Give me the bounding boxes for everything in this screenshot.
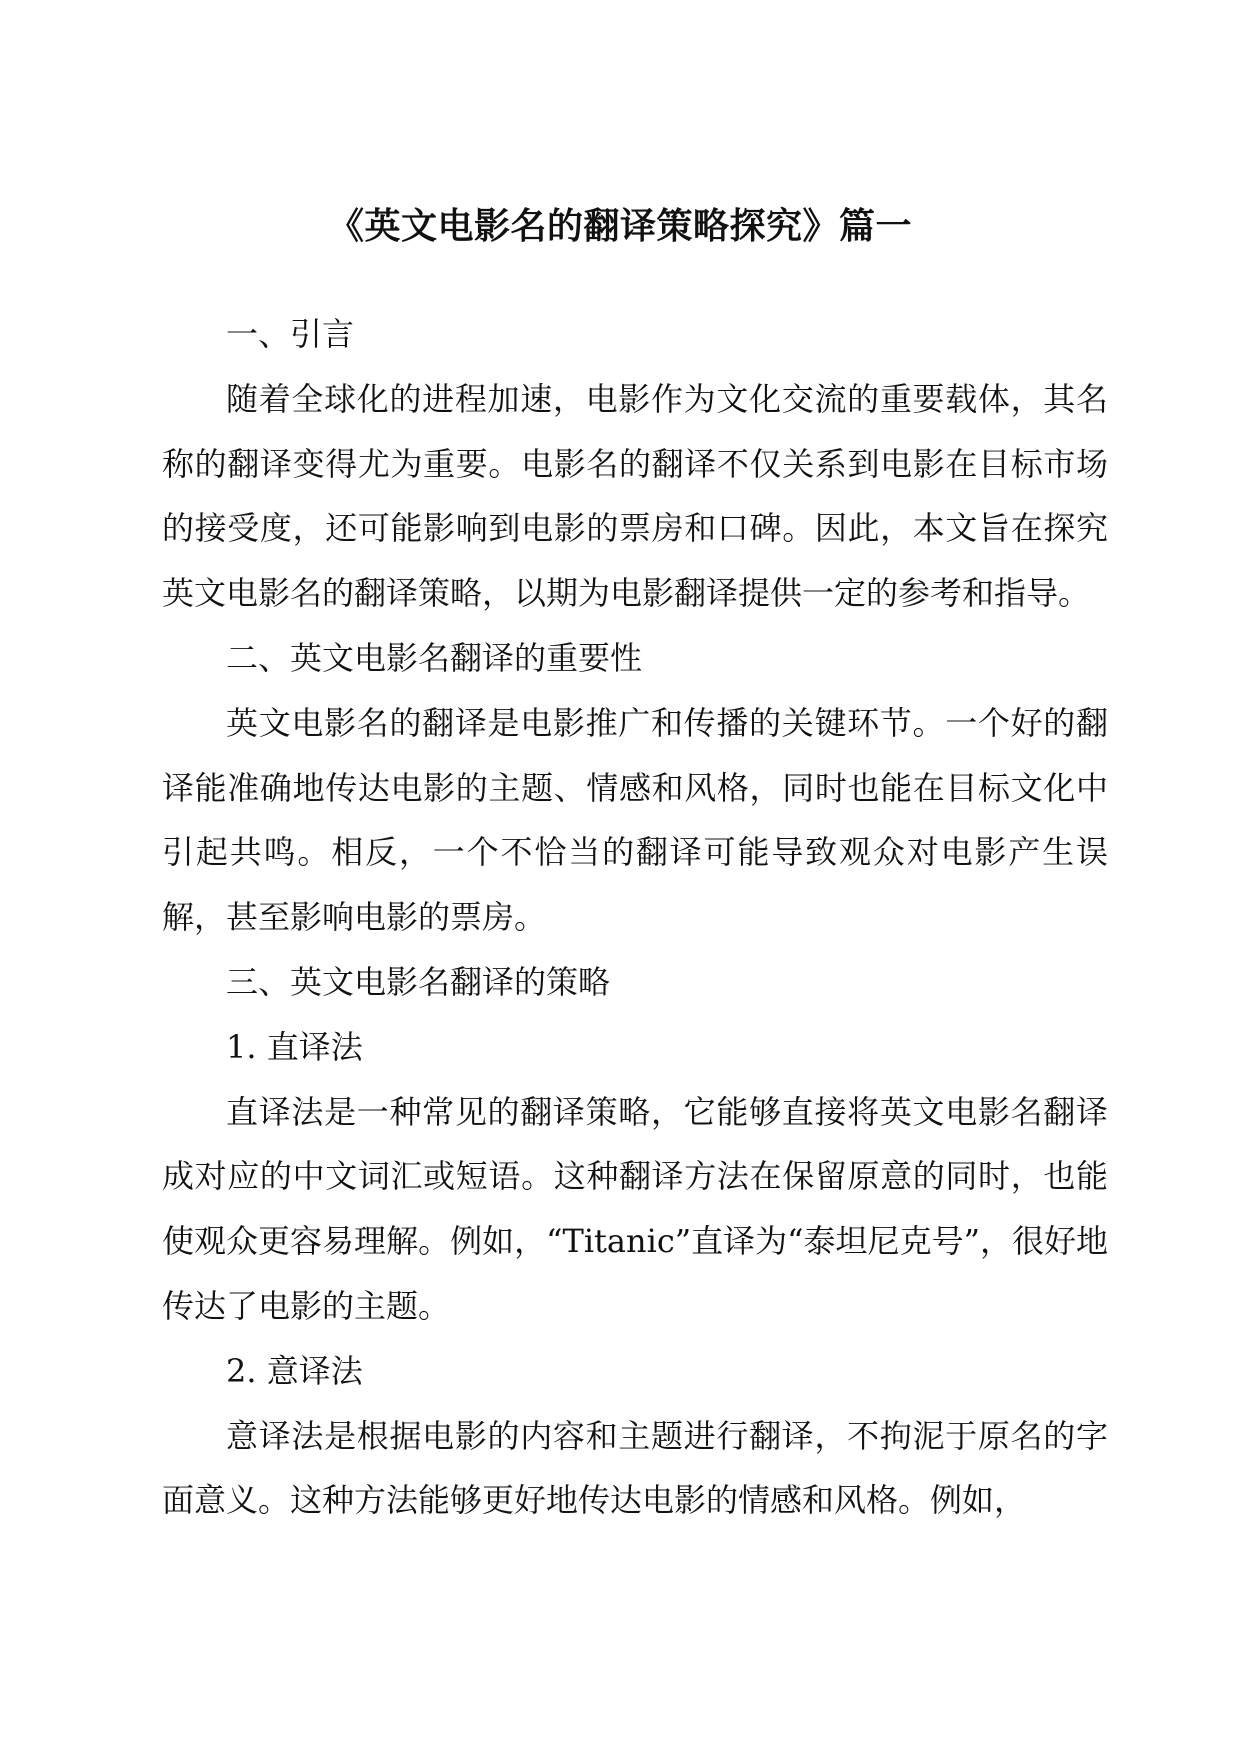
section-heading-strategies: 三、英文电影名翻译的策略 [226,962,611,1001]
section-heading-introduction: 一、引言 [226,315,355,353]
paragraph-literal-translation: 直译法是一种常见的翻译策略，它能够直接将英文电影名翻译成对应的中文词汇或短语。这种翻译方法在保留原意的同时，也能使观众更容易理解。例如，“Titanic”直译为“泰坦尼克号”，很好地传达了电影的主题。 [162,1092,1108,1325]
paragraph-introduction: 随着全球化的进程加速，电影作为文化交流的重要载体，其名称的翻译变得尤为重要。电影名的翻译不仅关系到电影在目标市场的接受度，还可能影响到电影的票房和口碑。因此，本文旨在探究英文电影名的翻译策略，以期为电影翻译提供一定的参考和指导。 [162,379,1108,613]
document-body [162,302,1108,1533]
subheading-literal-translation: 1. 直译法 [226,1027,363,1066]
paragraph-importance: 英文电影名的翻译是电影推广和传播的关键环节。一个好的翻译能准确地传达电影的主题、情感和风格，同时也能在目标文化中引起共鸣。相反，一个不恰当的翻译可能导致观众对电影产生误解，甚至影响电影的票房。 [162,703,1108,937]
document-title: 《英文电影名的翻译策略探究》篇一 [327,205,912,247]
section-heading-importance: 二、英文电影名翻译的重要性 [226,638,643,677]
subheading-free-translation: 2. 意译法 [226,1351,363,1390]
paragraph-free-translation: 意译法是根据电影的内容和主题进行翻译，不拘泥于原名的字面意义。这种方法能够更好地传达电影的情感和风格。例如， [162,1416,1108,1520]
